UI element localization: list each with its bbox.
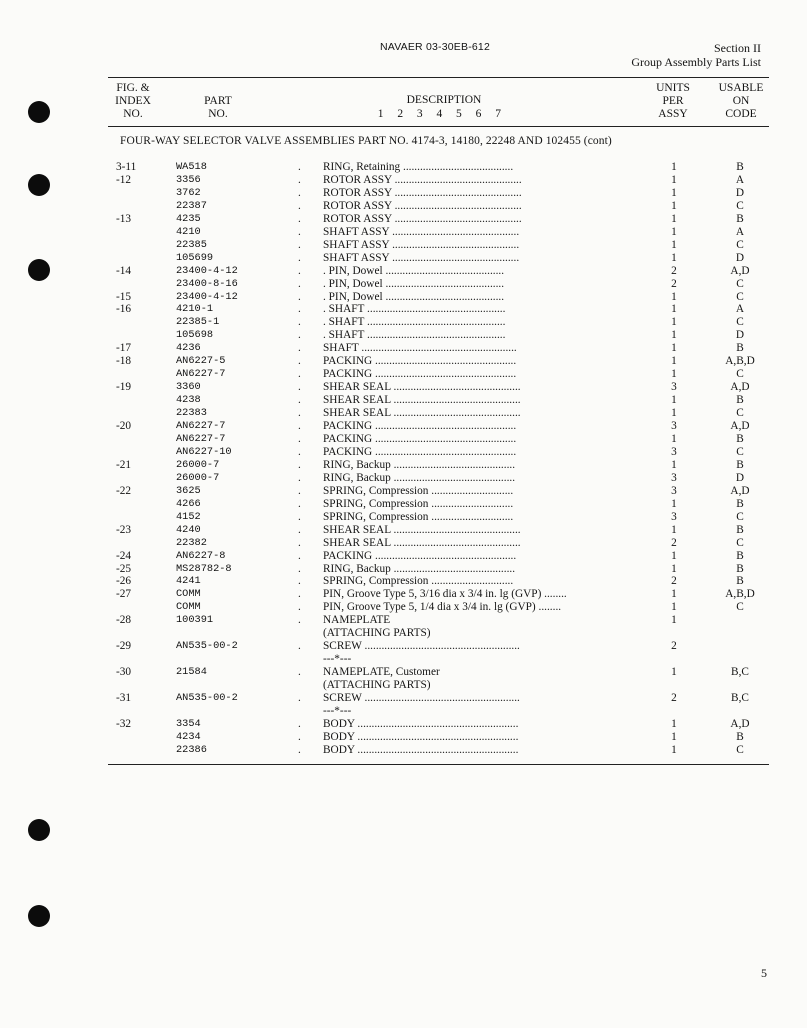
indent-dot: . [298,640,301,653]
units-per-assy: 1 [671,666,677,678]
usable-on-code: B [736,342,744,355]
indent-dot: . [298,290,301,303]
description: PACKING .................................................. [323,549,517,562]
fig-index: -14 [116,264,132,277]
indent-dot: . [298,432,301,445]
description: SHEAR SEAL ............................................. [323,394,521,407]
table-row [0,601,807,614]
part-number: 4241 [176,575,201,588]
table-row [0,381,807,394]
part-number: 4234 [176,730,201,743]
table-row [0,420,807,433]
part-number: 22385-1 [176,316,220,329]
usable-on-code: A,B,D [725,355,755,368]
indent-dot: . [298,614,301,627]
part-number: 22385 [176,238,207,251]
punch-hole [28,905,50,927]
part-number: 4235 [176,212,201,225]
usable-on-code: B [736,549,744,562]
units-per-assy: 1 [671,730,677,743]
usable-on-code: C [736,316,744,329]
section-label: Section II [714,41,761,55]
fig-index: -31 [116,691,132,704]
usable-on-code: C [736,510,744,523]
part-number: 4236 [176,342,201,355]
fig-index: -19 [116,381,132,394]
indent-dot: . [298,199,301,212]
part-number: 4210-1 [176,303,214,316]
description: SHEAR SEAL ............................................. [323,381,521,394]
description: ROTOR ASSY ............................................. [323,199,522,212]
fig-index: -16 [116,303,132,316]
usable-on-code: A,D [730,717,750,730]
indent-dot: . [298,601,301,614]
indent-dot: . [298,575,301,588]
description: ROTOR ASSY ............................................. [323,212,522,225]
part-number: MS28782-8 [176,562,232,575]
part-number: 3625 [176,484,201,497]
table-row [0,627,807,640]
indent-dot: . [298,730,301,743]
table-row [0,744,807,757]
table-row [0,368,807,381]
indent-dot: . [298,497,301,510]
table-row [0,394,807,407]
fig-index: 3-11 [116,161,137,173]
table-row [0,718,807,731]
indent-dot: . [298,743,301,756]
indent-dot: . [298,471,301,484]
description: . PIN, Dowel .......................................... [323,277,505,290]
description: ---*--- [323,653,352,666]
fig-index: -25 [116,562,132,575]
part-number: 26000-7 [176,471,220,484]
col-header-fig-index: FIG. & INDEX NO. [115,82,151,120]
usable-on-code: B [736,562,744,575]
units-per-assy: 2 [671,575,677,588]
indent-dot: . [298,717,301,730]
page-number: 5 [761,966,767,980]
units-per-assy: 2 [671,536,677,549]
part-number: 3360 [176,381,201,394]
indent-dot: . [298,562,301,575]
description: BODY ......................................................... [323,717,519,730]
part-number: 4240 [176,523,201,536]
indent-dot: . [298,251,301,264]
indent-dot: . [298,549,301,562]
part-number: WA518 [176,161,207,173]
section-title: FOUR-WAY SELECTOR VALVE ASSEMBLIES PART NO. 4174-3, 14180, 22248 AND 102455 (cont) [120,135,612,147]
usable-on-code: D [735,329,745,342]
part-number: AN535-00-2 [176,640,238,653]
indent-dot: . [298,691,301,704]
usable-on-code: B [736,730,744,743]
usable-on-code: C [736,290,744,303]
description: . PIN, Dowel .......................................... [323,264,505,277]
description: NAMEPLATE, Customer [323,666,440,678]
table-row [0,550,807,563]
description: SHAFT ....................................................... [323,342,517,355]
table-row [0,291,807,304]
part-number: 105698 [176,329,214,342]
description: . SHAFT ................................................. [323,329,506,342]
description: ---*--- [323,704,352,717]
fig-index: -29 [116,640,132,653]
units-per-assy: 1 [671,212,677,225]
table-row [0,498,807,511]
units-per-assy: 1 [671,342,677,355]
table-row [0,472,807,485]
indent-dot: . [298,394,301,407]
units-per-assy: 1 [671,717,677,730]
usable-on-code: A,D [730,264,750,277]
units-per-assy: 1 [671,394,677,407]
part-number: 4238 [176,394,201,407]
indent-dot: . [298,588,301,601]
usable-on-code: C [736,536,744,549]
description: RING, Retaining ....................................... [323,161,514,173]
usable-on-code: C [736,277,744,290]
units-per-assy: 3 [671,510,677,523]
part-number: 22383 [176,407,207,419]
units-per-assy: 1 [671,199,677,212]
units-per-assy: 1 [671,743,677,756]
units-per-assy: 1 [671,614,677,627]
page-heading: Group Assembly Parts List [631,55,761,69]
usable-on-code: C [736,199,744,212]
description: NAMEPLATE [323,614,391,627]
table-row [0,278,807,291]
description: SPRING, Compression ............................. [323,510,514,523]
units-per-assy: 1 [671,316,677,329]
description: PACKING .................................................. [323,432,517,445]
part-number: AN6227-5 [176,355,226,368]
fig-index: -28 [116,614,132,627]
table-row [0,355,807,368]
usable-on-code: D [735,471,745,484]
usable-on-code: A [735,303,745,316]
indent-dot: . [298,238,301,251]
units-per-assy: 2 [671,640,677,653]
description: SHEAR SEAL ............................................. [323,536,521,549]
description: (ATTACHING PARTS) [323,627,431,640]
part-number: 22387 [176,199,207,212]
part-number: 4152 [176,510,201,523]
description: SCREW ....................................................... [323,691,520,704]
table-row [0,666,807,679]
table-row [0,485,807,498]
indent-dot: . [298,316,301,329]
part-number: 22382 [176,536,207,549]
units-per-assy: 1 [671,355,677,368]
usable-on-code: B [736,497,744,510]
fig-index: -21 [116,458,132,471]
table-row [0,213,807,226]
indent-dot: . [298,666,301,678]
table-row [0,459,807,472]
description: SPRING, Compression ............................. [323,497,514,510]
indent-dot: . [298,212,301,225]
part-number: COMM [176,588,201,601]
usable-on-code: B,C [731,666,749,678]
description: PACKING .................................................. [323,420,517,432]
table-row [0,537,807,550]
usable-on-code: A [735,173,745,186]
description: ROTOR ASSY ............................................. [323,186,522,199]
table-row [0,187,807,200]
usable-on-code: A,D [730,381,750,394]
table-row [0,679,807,692]
fig-index: -26 [116,575,132,588]
fig-index: -22 [116,484,132,497]
indent-dot: . [298,523,301,536]
units-per-assy: 1 [671,458,677,471]
part-number: 4266 [176,497,201,510]
table-row [0,252,807,265]
units-per-assy: 1 [671,186,677,199]
table-bottom-rule [108,764,769,765]
description: SHEAR SEAL ............................................. [323,407,521,419]
part-number: 105699 [176,251,214,264]
part-number: 26000-7 [176,458,220,471]
indent-dot: . [298,225,301,238]
description: BODY ......................................................... [323,730,519,743]
usable-on-code: D [735,251,745,264]
col-header-description: DESCRIPTION [406,94,482,106]
part-number: AN6227-8 [176,549,226,562]
units-per-assy: 3 [671,381,677,394]
indent-dot: . [298,510,301,523]
indent-dot: . [298,458,301,471]
units-per-assy: 2 [671,277,677,290]
description: SCREW ....................................................... [323,640,520,653]
punch-hole [28,819,50,841]
indent-dot: . [298,186,301,199]
usable-on-code: C [736,407,744,419]
units-per-assy: 1 [671,432,677,445]
indent-dot: . [298,420,301,432]
units-per-assy: 1 [671,407,677,419]
usable-on-code: B [736,458,744,471]
usable-on-code: C [736,368,744,381]
fig-index: -24 [116,549,132,562]
description: BODY ......................................................... [323,743,519,756]
document-number: NAVAER 03-30EB-612 [380,41,491,53]
part-number: 3356 [176,173,201,186]
table-row [0,705,807,718]
usable-on-code: A,D [730,420,750,432]
part-number: 22386 [176,743,207,756]
table-row [0,653,807,666]
table-row [0,563,807,576]
description: RING, Backup ........................................... [323,471,516,484]
fig-index: -13 [116,212,132,225]
indent-dot: . [298,445,301,458]
table-row [0,588,807,601]
usable-on-code: B [736,161,744,173]
units-per-assy: 1 [671,329,677,342]
table-row [0,692,807,705]
fig-index: -23 [116,523,132,536]
indent-dot: . [298,329,301,342]
description: PACKING .................................................. [323,355,517,368]
table-row [0,342,807,355]
part-number: 21584 [176,666,207,678]
table-row [0,407,807,420]
usable-on-code: B [736,394,744,407]
description: SPRING, Compression ............................. [323,575,514,588]
description: SHAFT ASSY ............................................. [323,238,520,251]
description: PIN, Groove Type 5, 1/4 dia x 3/4 in. lg (GVP) ........ [323,601,562,614]
indent-dot: . [298,381,301,394]
table-row [0,265,807,278]
table-row [0,640,807,653]
usable-on-code: B [736,212,744,225]
indent-dot: . [298,407,301,419]
units-per-assy: 1 [671,523,677,536]
units-per-assy: 1 [671,251,677,264]
fig-index: -18 [116,355,132,368]
table-row [0,575,807,588]
units-per-assy: 1 [671,290,677,303]
part-number: AN6227-7 [176,368,226,381]
usable-on-code: A,D [730,484,750,497]
units-per-assy: 3 [671,420,677,432]
units-per-assy: 1 [671,368,677,381]
description: (ATTACHING PARTS) [323,679,431,691]
units-per-assy: 1 [671,549,677,562]
units-per-assy: 1 [671,161,677,173]
usable-on-code: B [736,432,744,445]
units-per-assy: 3 [671,445,677,458]
units-per-assy: 1 [671,562,677,575]
units-per-assy: 1 [671,173,677,186]
description: . SHAFT ................................................. [323,316,506,329]
usable-on-code: A,B,D [725,588,755,601]
table-row [0,174,807,187]
description: RING, Backup ........................................... [323,562,516,575]
table-row [0,511,807,524]
units-per-assy: 3 [671,471,677,484]
description: SPRING, Compression ............................. [323,484,514,497]
description: . PIN, Dowel .......................................... [323,290,505,303]
units-per-assy: 1 [671,588,677,601]
description: PACKING .................................................. [323,368,517,381]
units-per-assy: 1 [671,238,677,251]
part-number: 3354 [176,717,201,730]
usable-on-code: A [735,225,745,238]
indent-dot: . [298,264,301,277]
fig-index: -12 [116,173,132,186]
part-number: 100391 [176,614,214,627]
col-header-units-per-assy: UNITS PER ASSY [656,82,690,120]
units-per-assy: 3 [671,484,677,497]
table-row [0,731,807,744]
units-per-assy: 1 [671,225,677,238]
part-number: AN6227-7 [176,432,226,445]
indent-dot: . [298,173,301,186]
usable-on-code: B [736,523,744,536]
description: SHAFT ASSY ............................................. [323,225,520,238]
col-header-usable-on-code: USABLE ON CODE [718,82,764,120]
fig-index: -20 [116,420,132,432]
usable-on-code: C [736,238,744,251]
part-number: AN6227-7 [176,420,226,432]
table-row [0,433,807,446]
description: SHEAR SEAL ............................................. [323,523,521,536]
part-number: 4210 [176,225,201,238]
description: . SHAFT ................................................. [323,303,506,316]
table-row [0,239,807,252]
description: SHAFT ASSY ............................................. [323,251,520,264]
units-per-assy: 1 [671,601,677,614]
part-number: 23400-4-12 [176,290,238,303]
part-number: AN535-00-2 [176,691,238,704]
part-number: COMM [176,601,201,614]
fig-index: -27 [116,588,132,601]
usable-on-code: C [736,601,744,614]
table-row [0,614,807,627]
description: PACKING .................................................. [323,445,517,458]
part-number: 23400-8-16 [176,277,238,290]
table-row [0,524,807,537]
col-header-part-no: PART NO. [204,95,232,120]
description: PIN, Groove Type 5, 3/16 dia x 3/4 in. lg (GVP) ........ [323,588,567,601]
usable-on-code: C [736,445,744,458]
units-per-assy: 2 [671,264,677,277]
punch-hole [28,101,50,123]
indent-dot: . [298,342,301,355]
usable-on-code: B [736,575,744,588]
fig-index: -30 [116,666,132,678]
description: RING, Backup ........................................... [323,458,516,471]
fig-index: -32 [116,717,132,730]
indent-dot: . [298,484,301,497]
table-row [0,329,807,342]
usable-on-code: D [735,186,745,199]
indent-dot: . [298,368,301,381]
table-row [0,226,807,239]
indent-dot: . [298,536,301,549]
table-top-rule [108,77,769,78]
description: ROTOR ASSY ............................................. [323,173,522,186]
units-per-assy: 1 [671,497,677,510]
header-rule [108,126,769,127]
units-per-assy: 1 [671,303,677,316]
indent-dot: . [298,161,301,173]
table-row [0,316,807,329]
part-number: 23400-4-12 [176,264,238,277]
part-number: AN6227-10 [176,445,232,458]
col-header-indent-levels: 1 2 3 4 5 6 7 [377,108,503,120]
usable-on-code: C [736,743,744,756]
part-number: 3762 [176,186,201,199]
table-row [0,446,807,459]
table-row [0,200,807,213]
indent-dot: . [298,303,301,316]
units-per-assy: 2 [671,691,677,704]
fig-index: -15 [116,290,132,303]
indent-dot: . [298,355,301,368]
indent-dot: . [298,277,301,290]
usable-on-code: B,C [731,691,749,704]
table-row [0,303,807,316]
table-row [0,161,807,174]
fig-index: -17 [116,342,132,355]
